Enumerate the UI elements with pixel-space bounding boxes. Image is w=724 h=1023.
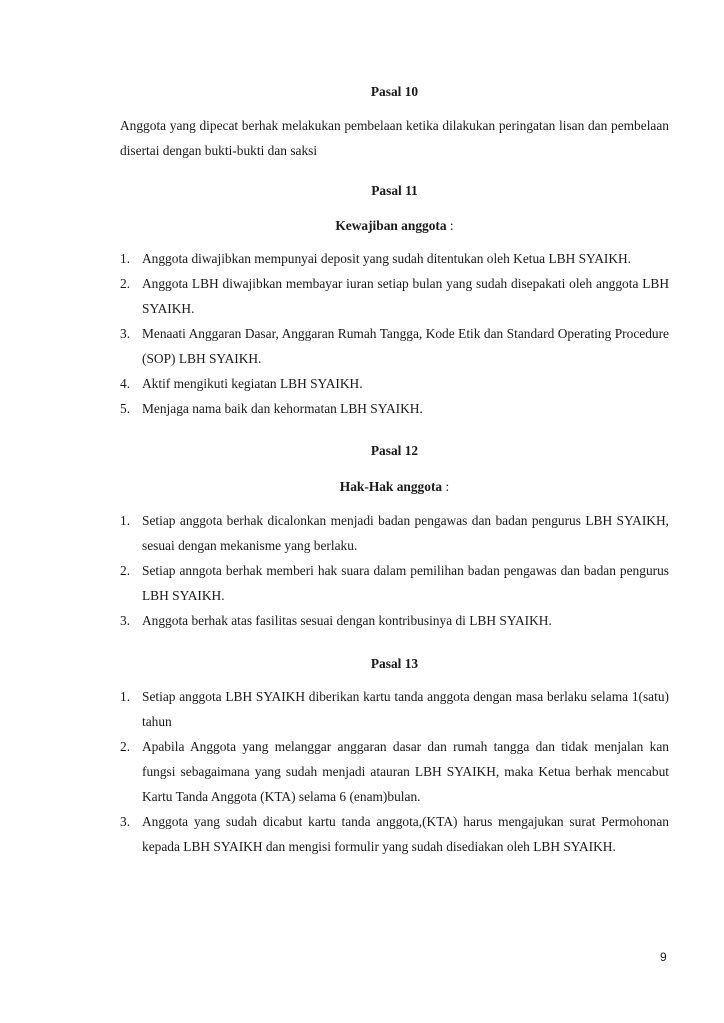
list-text: Setiap anggota berhak dicalonkan menjadi badan pengawas dan badan pengurus LBH SYAIKH, sesuai dengan mekanisme yang berlaku. <box>142 513 669 553</box>
list-number: 4. <box>120 376 131 391</box>
list-number: 1. <box>120 513 131 528</box>
list-text: Aktif mengikuti kegiatan LBH SYAIKH. <box>142 376 363 391</box>
pasal-13-list <box>120 684 669 859</box>
list-text: Anggota yang sudah dicabut kartu tanda anggota,(KTA) harus mengajukan surat Permohonan kepada LBH SYAIKH dan mengisi formulir yang sudah disediakan oleh LBH SYAIKH. <box>142 814 669 854</box>
subtitle-colon: : <box>446 218 454 233</box>
list-text: Anggota berhak atas fasilitas sesuai dengan kontribusinya di LBH SYAIKH. <box>142 613 552 628</box>
subtitle-text: Hak-Hak anggota <box>339 479 443 494</box>
list-text: Anggota LBH diwajibkan membayar iuran setiap bulan yang sudah disepakati oleh anggota LBH SYAIKH. <box>142 276 669 316</box>
pasal-12-subtitle <box>120 474 669 499</box>
list-item <box>120 246 669 271</box>
pasal-11-list <box>120 246 669 421</box>
list-item <box>120 684 669 734</box>
list-number: 3. <box>120 613 131 628</box>
list-number: 1. <box>120 251 131 266</box>
page-number: 9 <box>660 950 667 964</box>
list-text: Setiap anggota LBH SYAIKH diberikan kartu tanda anggota dengan masa berlaku selama 1(satu) tahun <box>142 689 669 729</box>
list-number: 3. <box>120 326 131 341</box>
list-number: 5. <box>120 401 131 416</box>
pasal-11-heading: Pasal 11 <box>371 183 418 198</box>
list-number: 2. <box>120 563 131 578</box>
list-item <box>120 271 669 321</box>
pasal-12-list <box>120 508 669 633</box>
list-text: Anggota diwajibkan mempunyai deposit yang sudah ditentukan oleh Ketua LBH SYAIKH. <box>142 251 632 266</box>
list-text: Menjaga nama baik dan kehormatan LBH SYAIKH. <box>142 401 423 416</box>
list-item <box>120 734 669 809</box>
list-item <box>120 608 669 633</box>
list-text: Apabila Anggota yang melanggar anggaran dasar dan rumah tangga dan tidak menjalan kan fungsi sebagaimana yang sudah menjadi atauran LBH SYAIKH, maka Ketua berhak mencabut Kartu Tanda Anggota (KTA) selama 6 (enam)bulan. <box>142 739 669 804</box>
pasal-12-heading: Pasal 12 <box>370 443 419 458</box>
document-page <box>120 79 669 859</box>
subtitle-text: Kewajiban anggota <box>335 218 447 233</box>
list-item <box>120 809 669 859</box>
list-number: 2. <box>120 739 131 754</box>
list-item <box>120 558 669 608</box>
list-item <box>120 371 669 396</box>
list-text: Setiap anngota berhak memberi hak suara dalam pemilihan badan pengawas dan badan pengurus LBH SYAIKH. <box>142 563 669 603</box>
list-item <box>120 508 669 558</box>
list-text: Menaati Anggaran Dasar, Anggaran Rumah Tangga, Kode Etik dan Standard Operating Procedure (SOP) LBH SYAIKH. <box>142 326 669 366</box>
pasal-10-heading: Pasal 10 <box>370 84 419 99</box>
pasal-11-subtitle <box>120 213 669 238</box>
subtitle-colon: : <box>442 479 450 494</box>
list-number: 2. <box>120 276 131 291</box>
list-item <box>120 396 669 421</box>
list-number: 3. <box>120 814 131 829</box>
list-number: 1. <box>120 689 131 704</box>
list-item <box>120 321 669 371</box>
pasal-10-paragraph: Anggota yang dipecat berhak melakukan pembelaan ketika dilakukan peringatan lisan dan pembelaan disertai dengan bukti-bukti dan saksi <box>120 118 669 158</box>
pasal-13-heading: Pasal 13 <box>370 656 419 671</box>
